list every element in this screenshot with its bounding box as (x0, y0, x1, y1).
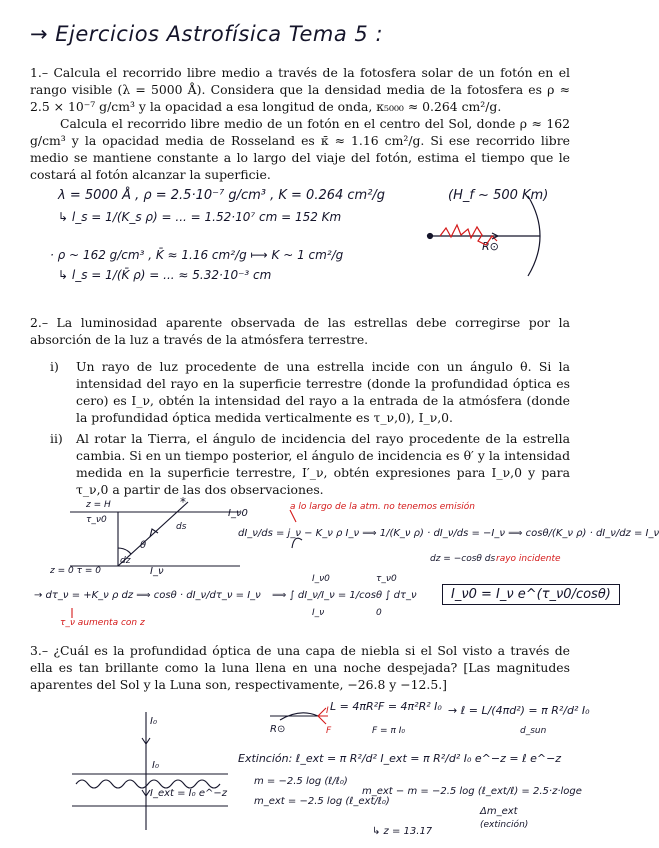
notes2-result: I_ν0 = I_ν e^(τ_ν0/cosθ) (442, 584, 620, 605)
item-i-text: Un rayo de luz procedente de una estrella incide con un ángulo θ. Si la intensidad del rayo en la superficie terrestre (donde la profundidad óptica es cero) es I_ν, obtén la intensidad del rayo a la entrada de la atmósfera (donde la profundidad óptica medida verticalmente es τ_ν,0), I_ν,0. (76, 359, 570, 425)
notes2-ds: ds (176, 522, 187, 532)
notes3-m2: m_ext = −2.5 log (ℓ_ext/ℓ₀) (254, 796, 390, 807)
rte-underline-curve (292, 538, 302, 548)
item-ii-text: Al rotar la Tierra, el ángulo de incidencia del rayo procedente de la estrella cambia. Si en un tiempo posterior, el ángulo de incidencia es θ′ y la intensidad medida en la superficie terrestre, I′_ν, obtén expresiones para I_ν,0 y para τ_ν,0 a partir de las dos observaciones. (76, 431, 570, 497)
notes2-ray-note: rayo incidente (496, 554, 561, 564)
notes1-line1: λ = 5000 Å , ρ = 2.5·10⁻⁷ g/cm³ , K = 0.264 cm²/g (58, 188, 386, 203)
problem-3: 3.– ¿Cuál es la profundidad óptica de una capa de niebla si el Sol visto a través de ella es tan brillante como la luna llena en una noche despejada? [Las magnitudes aparentes del Sol y la Luna son, respectivamente, −26.8 y −12.5.] (30, 643, 570, 692)
problem-1-paragraph-2: Calcula el recorrido libre medio de un fotón en el centro del Sol, donde ρ ≈ 162 g/cm³ y la opacidad media de Rosseland es κ̄ ≈ 1.16 cm²/g. Si ese recorrido libre medio se mantiene constante a lo largo del viaje del fotón, estima el tiempo que le costará al fotón alcanzar la superficie. (30, 116, 570, 182)
notes3-Iext: I_ext = I₀ e^−z (150, 788, 227, 799)
notes1-line3: · ρ ~ 162 g/cm³ , K̄ ≈ 1.16 cm²/g ⟼ K ~ 1 cm²/g (50, 248, 344, 262)
notes2-red-note2: τ_ν aumenta con z (60, 618, 145, 628)
fog-diagram (72, 708, 328, 830)
notes2-red-note: a lo largo de la atm. no tenemos emisión (290, 502, 475, 512)
notes2-eq1: dI_ν/ds = j_ν − K_ν ρ I_ν ⟹ 1/(K_ν ρ) · dI_ν/ds = −I_ν ⟹ cosθ/(K_ν ρ) · dI_ν/dz = I_ν (238, 528, 659, 539)
notes3-I: I (326, 706, 329, 716)
sun-center-dot (428, 234, 433, 239)
notes3-answer: ↳ z = 13.17 (372, 826, 433, 837)
notes2-dz: dz (120, 556, 131, 566)
notes1-ro: R⊙ (482, 240, 499, 253)
photon-random-walk (440, 225, 497, 245)
notes3-l: → ℓ = L/(4πd²) = π R²/d² I₀ (448, 704, 590, 717)
atmosphere-diagram (70, 502, 302, 618)
notes1-hf: (H_f ~ 500 Km) (448, 188, 549, 203)
notes3-ext: Extinción: ℓ_ext = π R²/d² I_ext = π R²/d² I₀ e^−z = ℓ e^−z (238, 752, 562, 765)
notes3-m3: m_ext − m = −2.5 log (ℓ_ext/ℓ) = 2.5·z·loge (362, 786, 582, 797)
notes3-I0a: I₀ (150, 716, 157, 727)
problem-2-intro: 2.– La luminosidad aparente observada de las estrellas debe corregirse por la absorción de la luz a través de la atmósfera terrestre. (30, 315, 570, 347)
theta-arc (118, 548, 131, 554)
notes2-lim-top2: τ_ν0 (376, 574, 397, 584)
notes2-tau0: τ_ν0 (86, 515, 107, 525)
notes2-z0: z = 0 τ = 0 (50, 566, 101, 576)
notes2-lim-bot: I_ν (312, 608, 325, 618)
notes2-Inu: I_ν (150, 566, 164, 577)
notes1-line4: ↳ l_s = 1/(K̄ ρ) = ... ≈ 5.32·10⁻³ cm (58, 268, 272, 282)
notes2-dz-note: dz = −cosθ ds (430, 554, 496, 564)
notes3-m1: m = −2.5 log (ℓ/ℓ₀) (254, 776, 348, 787)
notes3-I0b: I₀ (152, 760, 159, 771)
notes3-Fpi: F = π I₀ (372, 726, 405, 736)
notes1-line2: ↳ l_s = 1/(K_s ρ) = ... = 1.52·10⁷ cm = 152 Km (58, 210, 342, 224)
notes3-R0: R⊙ (270, 724, 286, 735)
item-i-label: i) (50, 359, 59, 374)
sun-random-walk-diagram (428, 196, 541, 276)
notes3-dm: Δm_ext (480, 806, 518, 817)
notes3-L: L = 4πR²F = 4π²R² I₀ (330, 700, 442, 713)
notes2-zH: z = H (86, 500, 111, 510)
notes2-eq3: ⟹ ∫ dI_ν/I_ν = 1/cosθ ∫ dτ_ν (272, 590, 417, 601)
notes2-star: * (180, 495, 186, 509)
emission-arrows (318, 708, 328, 724)
item-ii-label: ii) (50, 431, 63, 446)
notes2-Inu0: I_ν0 (228, 508, 248, 519)
notes3-F: F (326, 726, 332, 736)
page-title: → Ejercicios Astrofísica Tema 5 : (30, 22, 384, 46)
notes2-eq2: → dτ_ν = +K_ν ρ dz ⟹ cosθ · dI_ν/dτ_ν = I_ν (34, 590, 261, 601)
fog-hatching (76, 780, 220, 788)
notes2-lim-top: I_ν0 (312, 574, 330, 584)
problem-1-paragraph-1: 1.– Calcula el recorrido libre medio a través de la fotosfera solar de un fotón en el rango visible (λ = 5000 Å). Considera que la densidad media de la fotosfera es ρ ≈ 2.5 × 10⁻⁷ g/cm³ y la opacidad a esa longitud de onda, κ₅₀₀₀ ≈ 0.264 cm²/g. (30, 65, 570, 114)
red-link-arrow (290, 510, 296, 522)
notes2-theta: θ (140, 540, 147, 551)
notes3-dm-note: (extinción) (480, 820, 529, 830)
notes2-lim-bot2: 0 (376, 608, 382, 618)
notes3-dsun: d_sun (520, 726, 547, 736)
